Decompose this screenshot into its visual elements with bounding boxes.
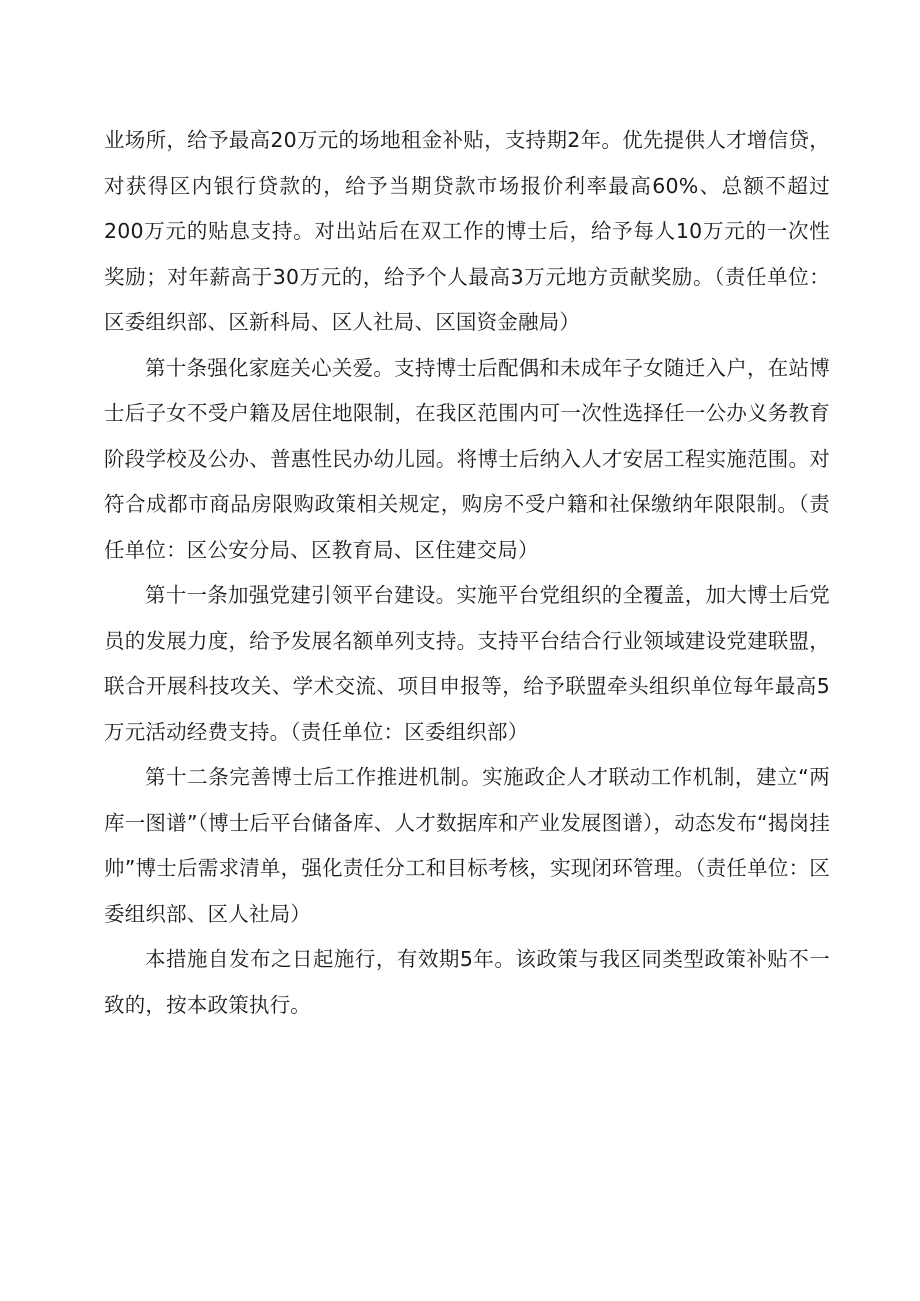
paragraph-effective-clause: 本措施自发布之日起施行，有效期5年。该政策与我区同类型政策补贴不一致的，按本政策执行。 xyxy=(104,947,830,1017)
paragraph-article-12: 第十二条完善博士后工作推进机制。实施政企人才联动工作机制，建立“两库一图谱”（博士后平台储备库、人才数据库和产业发展图谱），动态发布“揭岗挂帅”博士后需求清单，强化责任分工和目标考核，实现闭环管理。（责任单位：区委组织部、区人社局） xyxy=(104,765,830,926)
paragraph-article-10: 第十条强化家庭关心关爱。支持博士后配偶和未成年子女随迁入户，在站博士后子女不受户籍及居住地限制，在我区范围内可一次性选择任一公办义务教育阶段学校及公办、普惠性民办幼儿园。将博士后纳入人才安居工程实施范围。对符合成都市商品房限购政策相关规定，购房不受户籍和社保缴纳年限限制。（责任单位：区公安分局、区教育局、区住建交局） xyxy=(104,355,830,562)
document-body xyxy=(104,118,830,1028)
paragraph-article-11: 第十一条加强党建引领平台建设。实施平台党组织的全覆盖，加大博士后党员的发展力度，给予发展名额单列支持。支持平台结合行业领域建设党建联盟，联合开展科技攻关、学术交流、项目申报等，给予联盟牵头组织单位每年最高5万元活动经费支持。（责任单位：区委组织部） xyxy=(104,583,830,744)
paragraph-continuation: 业场所，给予最高20万元的场地租金补贴，支持期2年。优先提供人才增信贷，对获得区内银行贷款的，给予当期贷款市场报价利率最高60%、总额不超过200万元的贴息支持。对出站后在双工作的博士后，给予每人10万元的一次性奖励；对年薪高于30万元的，给予个人最高3万元地方贡献奖励。（责任单位：区委组织部、区新科局、区人社局、区国资金融局） xyxy=(104,128,830,334)
